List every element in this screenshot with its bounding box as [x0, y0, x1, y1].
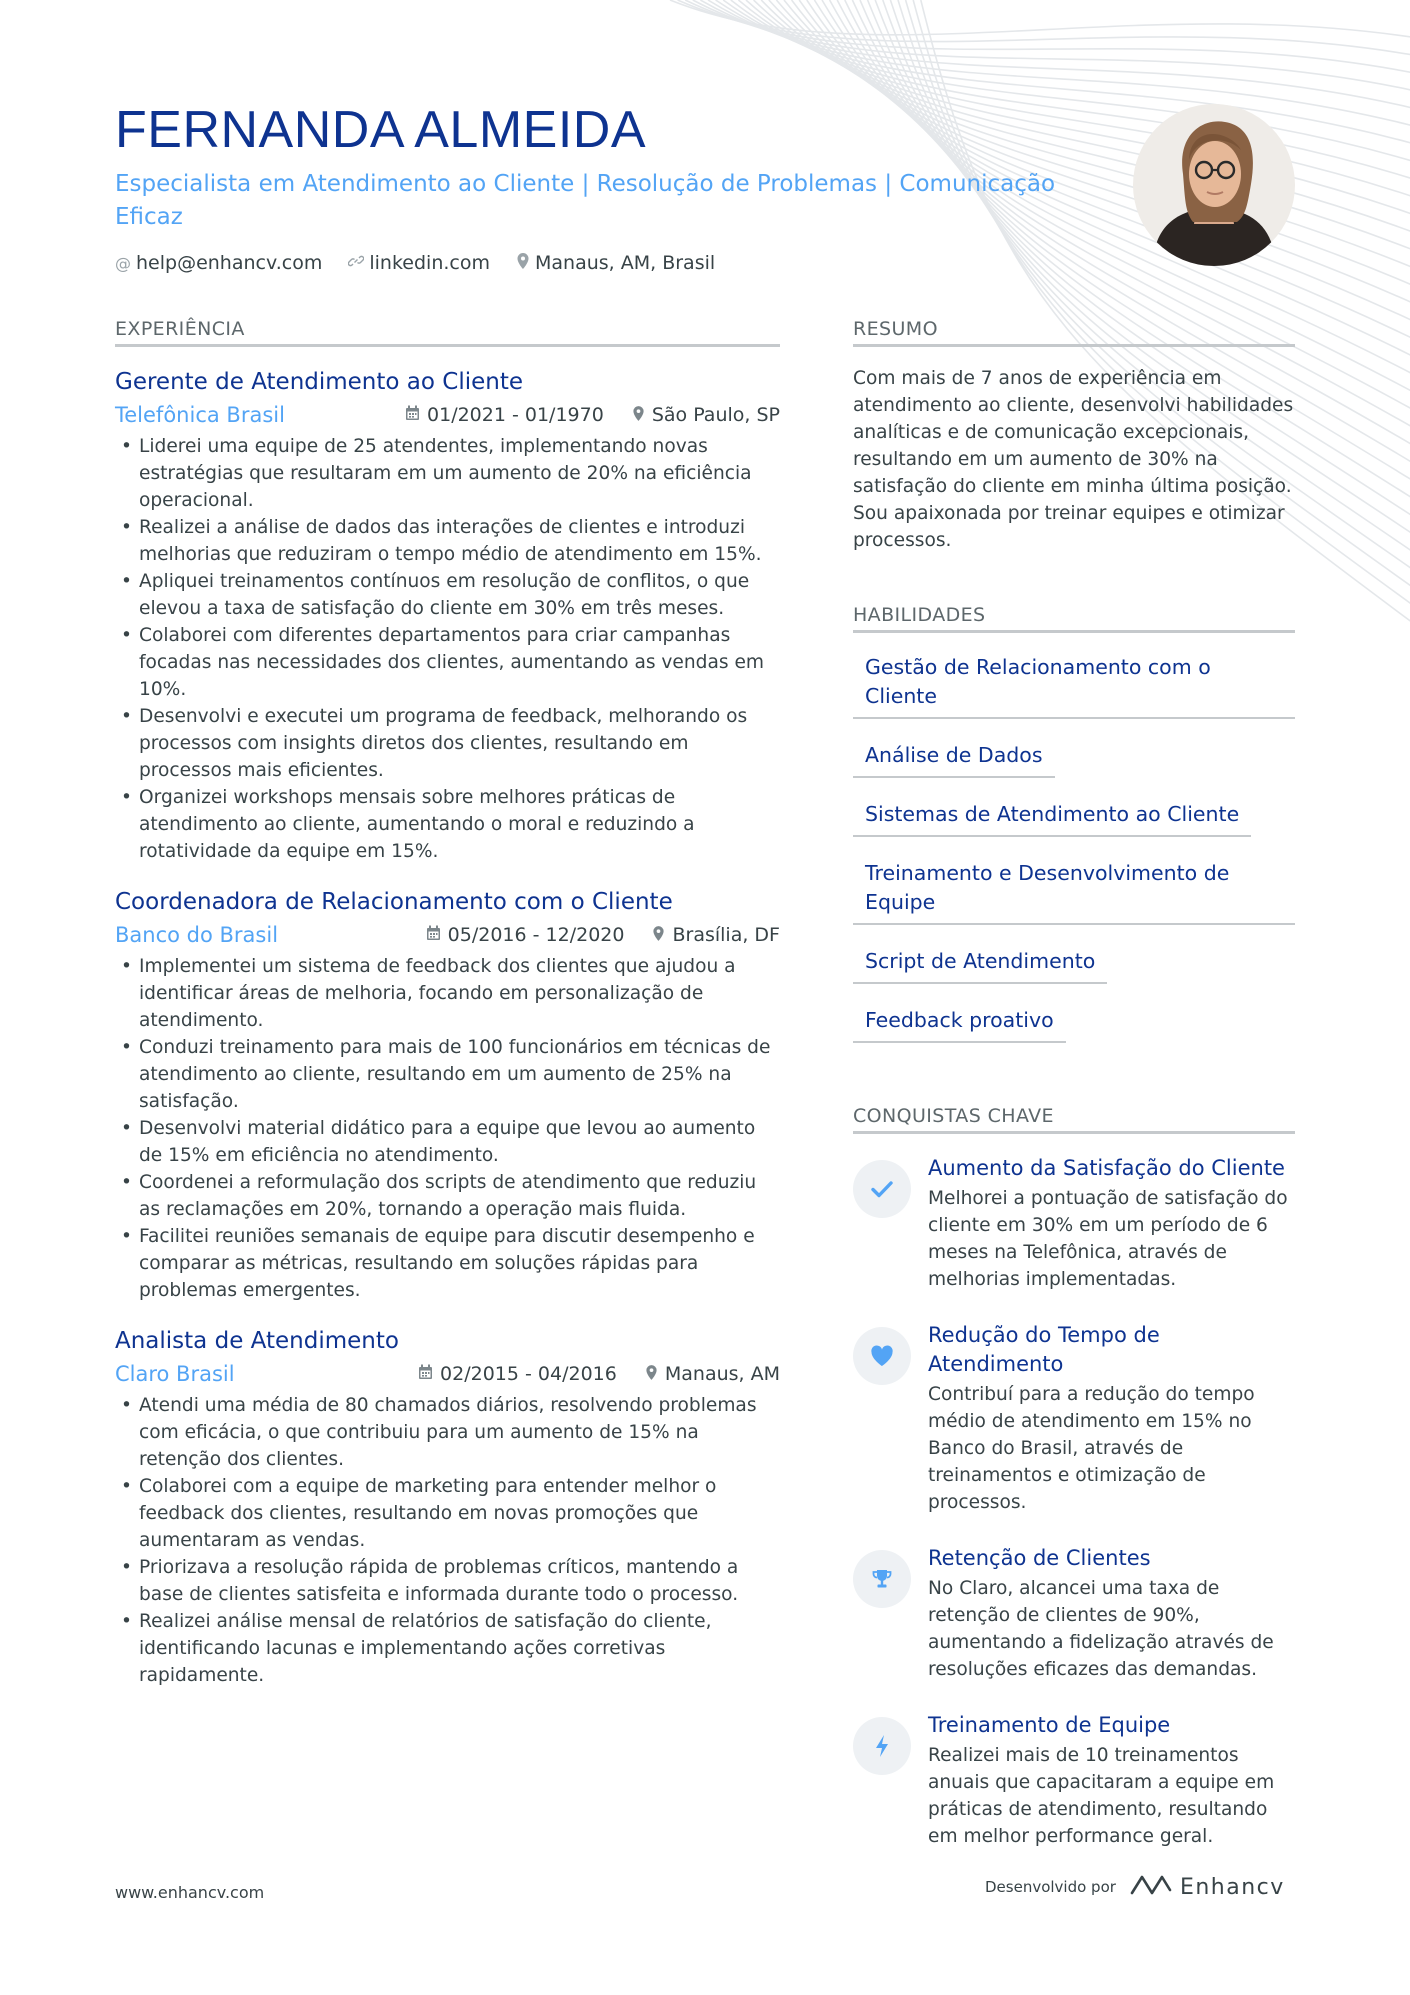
- bullet-item: • Priorizava a resolução rápida de problemas críticos, mantendo a base de clientes satisfeita e informada durante todo o processo.: [115, 1554, 780, 1608]
- achievement-text: Melhorei a pontuação de satisfação do cliente em 30% em um período de 6 meses na Telefônica, através de melhorias implementadas.: [928, 1188, 1288, 1290]
- bullet-item: • Desenvolvi material didático para a equipe que levou ao aumento de 15% em eficiência no atendimento.: [115, 1115, 780, 1169]
- headline: Especialista em Atendimento ao Cliente | Resolução de Problemas | Comunicação Eficaz: [115, 171, 1056, 230]
- job-title: Gerente de Atendimento ao Cliente: [115, 369, 524, 395]
- header: [115, 100, 1075, 274]
- contact-email[interactable]: [115, 252, 322, 274]
- profile-photo: [1133, 104, 1295, 266]
- footer-website[interactable]: www.enhancv.com: [115, 1883, 265, 1902]
- location-pin-icon: [645, 1364, 658, 1385]
- calendar-icon: [405, 405, 420, 425]
- email-text: help@enhancv.com: [136, 252, 323, 274]
- bullet-item: • Implementei um sistema de feedback dos clientes que ajudou a identificar áreas de melhoria, focando em personalização de atendimento.: [115, 953, 780, 1034]
- job-dates: 01/2021 - 01/1970: [427, 404, 604, 426]
- bullet-item: • Colaborei com diferentes departamentos para criar campanhas focadas nas necessidades dos clientes, aumentando as vendas em 10%.: [115, 622, 780, 703]
- job-dates-location: [418, 1363, 780, 1385]
- experience-entry: [115, 367, 780, 865]
- wave-line: [678, 0, 1410, 58]
- job-location: São Paulo, SP: [651, 404, 780, 426]
- bullet-item: • Coordenei a reformulação dos scripts de atendimento que reduziu as reclamações em 20%, tornando a operação mais fluida.: [115, 1169, 780, 1223]
- skill-item: Análise de Dados: [853, 741, 1055, 778]
- skills-section-title: HABILIDADES: [853, 604, 1295, 633]
- sidebar-column: [853, 318, 1295, 1878]
- bullet-item: • Atendi uma média de 80 chamados diários, resolvendo problemas com eficácia, o que contribuiu para um aumento de 15% na retenção dos clientes.: [115, 1392, 780, 1473]
- achievement-item: [853, 1711, 1295, 1850]
- achievement-title: Aumento da Satisfação do Cliente: [928, 1156, 1285, 1180]
- check-icon: [853, 1160, 911, 1218]
- link-icon: [348, 253, 364, 273]
- bullet-item: • Organizei workshops mensais sobre melhores práticas de atendimento ao cliente, aumentando o moral e reduzindo a rotatividade da equipe em 15%.: [115, 784, 780, 865]
- bolt-icon: [853, 1717, 911, 1775]
- job-meta: [115, 923, 780, 947]
- calendar-icon: [426, 925, 441, 945]
- summary-section-title: RESUMO: [853, 318, 1295, 347]
- wave-line: [700, 0, 1410, 112]
- enhancv-logo-icon: [1128, 1873, 1174, 1901]
- calendar-icon: [418, 1364, 433, 1384]
- achievement-item: [853, 1321, 1295, 1516]
- achievement-title: Redução do Tempo de Atendimento: [928, 1323, 1160, 1376]
- trophy-icon: [853, 1550, 911, 1608]
- experience-section-title: EXPERIÊNCIA: [115, 318, 780, 347]
- job-dates-location: [405, 404, 780, 426]
- job-location: Brasília, DF: [672, 924, 780, 946]
- company-name: Telefônica Brasil: [115, 403, 285, 427]
- achievement-text: Realizei mais de 10 treinamentos anuais que capacitaram a equipe em práticas de atendimento, resultando em melhor performance geral.: [928, 1745, 1275, 1847]
- skill-item: Gestão de Relacionamento com o Cliente: [853, 653, 1295, 719]
- achievement-title: Treinamento de Equipe: [928, 1713, 1171, 1737]
- wave-line: [685, 0, 1410, 76]
- contact-location: [516, 252, 715, 274]
- bullet-item: • Realizei análise mensal de relatórios de satisfação do cliente, identificando lacunas e implementando ações corretivas rapidamente.: [115, 1608, 780, 1689]
- skill-item: Sistemas de Atendimento ao Cliente: [853, 800, 1251, 837]
- job-bullets: [115, 1392, 780, 1689]
- candidate-name: FERNANDA ALMEIDA: [115, 101, 647, 159]
- achievement-item: [853, 1154, 1295, 1293]
- achievements-section-title: CONQUISTAS CHAVE: [853, 1105, 1295, 1134]
- company-name: Banco do Brasil: [115, 923, 279, 947]
- location-pin-icon: [632, 405, 645, 426]
- job-dates: 02/2015 - 04/2016: [440, 1363, 617, 1385]
- wave-line: [670, 0, 1410, 40]
- job-title: Coordenadora de Relacionamento com o Cliente: [115, 889, 673, 915]
- location-pin-icon: [652, 925, 665, 946]
- experience-entry: [115, 887, 780, 1304]
- heart-icon: [853, 1327, 911, 1385]
- job-location: Manaus, AM: [664, 1363, 780, 1385]
- job-dates: 05/2016 - 12/2020: [447, 924, 625, 946]
- achievement-item: [853, 1544, 1295, 1683]
- skill-item: Treinamento e Desenvolvimento de Equipe: [853, 859, 1295, 925]
- brand-name: Enhancv: [1179, 1874, 1285, 1900]
- powered-by-label: Desenvolvido por: [985, 1878, 1116, 1896]
- contact-linkedin[interactable]: [348, 252, 490, 274]
- contact-row: [115, 252, 1075, 274]
- job-meta: [115, 1362, 780, 1386]
- bullet-item: • Facilitei reuniões semanais de equipe para discutir desempenho e comparar as métricas, resultando em soluções rápidas para problemas emergentes.: [115, 1223, 780, 1304]
- bullet-item: • Liderei uma equipe de 25 atendentes, implementando novas estratégias que resultaram em um aumento de 20% na eficiência operacional.: [115, 433, 780, 514]
- bullet-item: • Apliquei treinamentos contínuos em resolução de conflitos, o que elevou a taxa de satisfação do cliente em 30% em três meses.: [115, 568, 780, 622]
- bullet-item: • Conduzi treinamento para mais de 100 funcionários em técnicas de atendimento ao cliente, resultando em um aumento de 25% na satisfação.: [115, 1034, 780, 1115]
- experience-entry: [115, 1326, 780, 1689]
- location-text: Manaus, AM, Brasil: [535, 252, 716, 274]
- achievement-title: Retenção de Clientes: [928, 1546, 1151, 1570]
- company-name: Claro Brasil: [115, 1362, 235, 1386]
- experience-column: [115, 318, 780, 1711]
- footer-branding: [985, 1873, 1285, 1901]
- wave-line: [693, 0, 1410, 94]
- skill-item: Feedback proativo: [853, 1006, 1066, 1043]
- bullet-item: • Colaborei com a equipe de marketing para entender melhor o feedback dos clientes, resultando em novas promoções que aumentaram as vendas.: [115, 1473, 780, 1554]
- job-bullets: [115, 953, 780, 1304]
- job-bullets: [115, 433, 780, 865]
- achievement-text: Contribuí para a redução do tempo médio de atendimento em 15% no Banco do Brasil, através de treinamentos e otimização de processos.: [928, 1384, 1255, 1513]
- job-meta: [115, 403, 780, 427]
- at-icon: @: [115, 253, 131, 273]
- bullet-item: • Desenvolvi e executei um programa de feedback, melhorando os processos com insights diretos dos clientes, resultando em processos mais eficientes.: [115, 703, 780, 784]
- achievement-text: No Claro, alcancei uma taxa de retenção de clientes de 90%, aumentando a fidelização através de resoluções eficazes das demandas.: [928, 1578, 1274, 1680]
- job-title: Analista de Atendimento: [115, 1328, 399, 1354]
- bullet-item: • Realizei a análise de dados das interações de clientes e introduzi melhorias que reduziram o tempo médio de atendimento em 15%.: [115, 514, 780, 568]
- summary-text: Com mais de 7 anos de experiência em atendimento ao cliente, desenvolvi habilidades analíticas e de comunicação excepcionais, resultando em um aumento de 30% na satisfação do cliente em minha última posição. Sou apaixonada por treinar equipes e otimizar processos.: [853, 368, 1294, 551]
- skill-item: Script de Atendimento: [853, 947, 1107, 984]
- location-pin-icon: [516, 252, 530, 274]
- job-dates-location: [426, 924, 780, 946]
- linkedin-text: linkedin.com: [369, 252, 490, 274]
- skills-list: [853, 653, 1295, 1065]
